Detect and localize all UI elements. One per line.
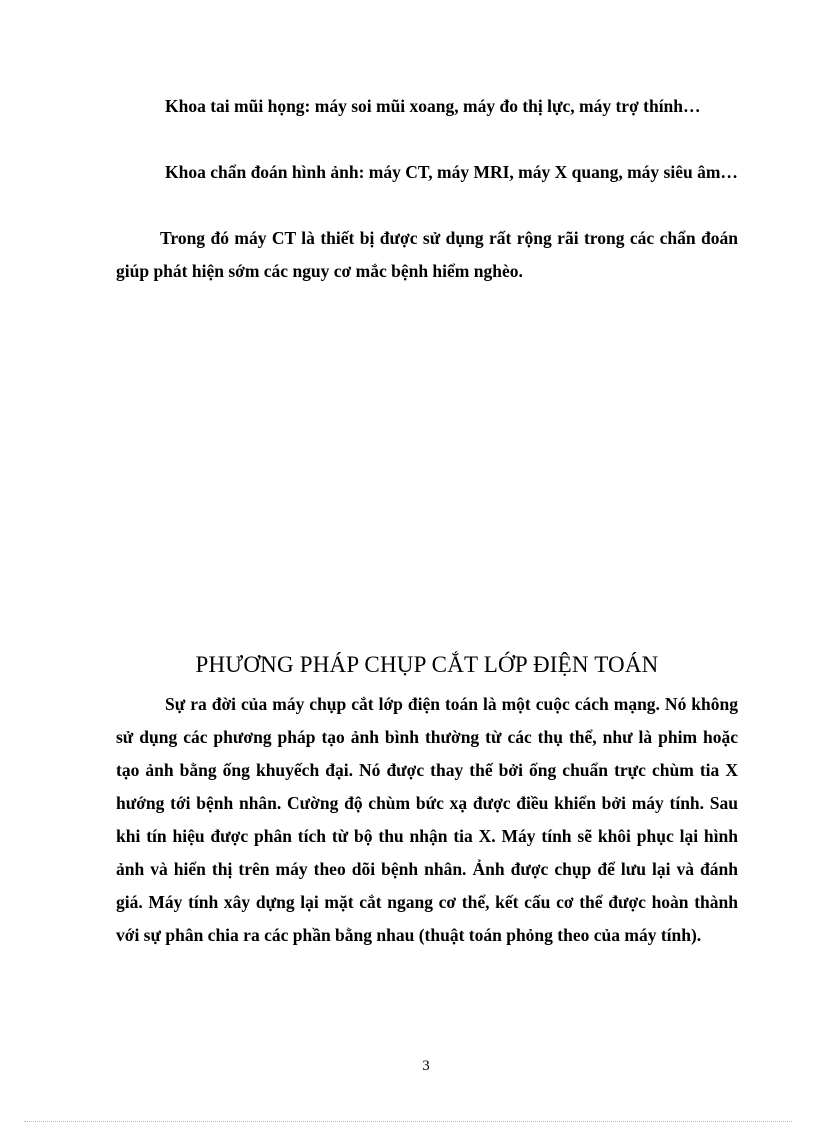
- page-number: 3: [422, 1058, 430, 1074]
- page-bottom-divider: [24, 1121, 792, 1122]
- paragraph-ct-method: Sự ra đời của máy chụp cắt lớp điện toán là một cuộc cách mạng. Nó không sử dụng các phương pháp tạo ảnh bình thường từ các thụ thể, như là phim hoặc tạo ảnh bằng ống khuyếch đại. Nó được thay thế bởi ống chuẩn trực chùm tia X hướng tới bệnh nhân. Cường độ chùm bức xạ được điều khiển bởi máy tính. Sau khi tín hiệu được phân tích từ bộ thu nhận tia X. Máy tính sẽ khôi phục lại hình ảnh và hiển thị trên máy theo dõi bệnh nhân. Ảnh được chụp để lưu lại và đánh giá. Máy tính xây dựng lại mặt cắt ngang cơ thể, kết cấu cơ thể được hoàn thành với sự phân chia ra các phần bằng nhau (thuật toán phỏng theo của máy tính).: [116, 694, 738, 945]
- section-heading: PHƯƠNG PHÁP CHỤP CẮT LỚP ĐIỆN TOÁN: [195, 652, 659, 677]
- paragraph-imaging-department: Khoa chẩn đoán hình ảnh: máy CT, máy MRI, máy X quang, máy siêu âm…: [165, 162, 738, 182]
- paragraph-ent-department: Khoa tai mũi họng: máy soi mũi xoang, máy đo thị lực, máy trợ thính…: [165, 96, 701, 116]
- paragraph-ct-usage: Trong đó máy CT là thiết bị được sử dụng rất rộng rãi trong các chẩn đoán giúp phát hiện sớm các nguy cơ mắc bệnh hiểm nghèo.: [116, 228, 738, 281]
